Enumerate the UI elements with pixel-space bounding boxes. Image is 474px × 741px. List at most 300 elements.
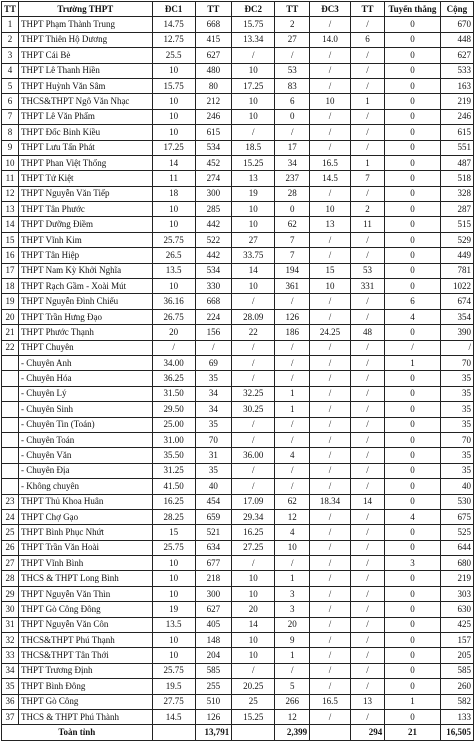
- cell-dc3: 14.0: [310, 32, 351, 47]
- cell-dc3: /: [310, 309, 351, 324]
- table-row: [2, 617, 474, 632]
- cell-total: 205: [440, 648, 473, 663]
- cell-dc2: 18.5: [232, 140, 275, 155]
- cell-tt: [2, 355, 19, 370]
- cell-dc2: /: [232, 417, 275, 432]
- cell-dc3: 14.5: [310, 171, 351, 186]
- cell-dc2: 27: [232, 232, 275, 247]
- cell-dc2: 10: [232, 648, 275, 663]
- cell-direct-admission: 0: [385, 94, 440, 109]
- total-dc3: [310, 725, 351, 740]
- cell-total: 70: [440, 355, 473, 370]
- cell-tt: 25: [2, 525, 19, 540]
- cell-dc1: 10: [152, 125, 195, 140]
- cell-tt1: 415: [195, 32, 232, 47]
- header-dc2: ĐC2: [232, 2, 275, 17]
- cell-direct-admission: 0: [385, 155, 440, 170]
- cell-dc1: 10: [152, 63, 195, 78]
- cell-dc2: /: [232, 463, 275, 478]
- cell-dc3: /: [310, 709, 351, 724]
- cell-tt: [2, 417, 19, 432]
- cell-direct-admission: 4: [385, 509, 440, 524]
- cell-tt3: /: [350, 78, 384, 93]
- table-row: [2, 386, 474, 401]
- cell-dc3: /: [310, 679, 351, 694]
- cell-direct-admission: /: [385, 340, 440, 355]
- cell-tt3: /: [350, 386, 384, 401]
- table-row: [2, 402, 474, 417]
- cell-tt1: 80: [195, 78, 232, 93]
- cell-school: THPT Lê Thanh Hiền: [19, 63, 153, 78]
- cell-total: 680: [440, 556, 473, 571]
- cell-tt: 14: [2, 217, 19, 232]
- cell-total: 448: [440, 32, 473, 47]
- cell-tt1: 70: [195, 432, 232, 447]
- cell-tt1: 480: [195, 63, 232, 78]
- cell-dc3: /: [310, 109, 351, 124]
- table-row: [2, 109, 474, 124]
- cell-tt: [2, 386, 19, 401]
- cell-tt3: 11: [350, 217, 384, 232]
- cell-dc1: 26.5: [152, 248, 195, 263]
- cell-school: THPT Tân Hiệp: [19, 248, 153, 263]
- cell-dc1: 10: [152, 279, 195, 294]
- cell-dc1: 10: [152, 633, 195, 648]
- cell-tt3: /: [350, 355, 384, 370]
- cell-tt2: 62: [275, 494, 310, 509]
- cell-tt: 12: [2, 186, 19, 201]
- cell-tt1: 285: [195, 202, 232, 217]
- table-row: [2, 556, 474, 571]
- cell-dc3: /: [310, 540, 351, 555]
- cell-school: THPT Trần Hưng Đạo: [19, 309, 153, 324]
- cell-tt: 21: [2, 325, 19, 340]
- cell-school: THPT Trương Định: [19, 663, 153, 678]
- cell-direct-admission: 0: [385, 402, 440, 417]
- cell-tt2: /: [275, 417, 310, 432]
- cell-tt3: /: [350, 140, 384, 155]
- cell-tt2: /: [275, 663, 310, 678]
- cell-dc2: 13.34: [232, 32, 275, 47]
- total-tt2: 2,399: [275, 725, 310, 740]
- cell-tt1: 615: [195, 125, 232, 140]
- cell-tt2: /: [275, 432, 310, 447]
- cell-dc2: /: [232, 48, 275, 63]
- cell-total: 328: [440, 186, 473, 201]
- cell-total: 163: [440, 78, 473, 93]
- cell-school: - Chuyên Tin (Toán): [19, 417, 153, 432]
- cell-tt: 15: [2, 232, 19, 247]
- cell-dc3: /: [310, 479, 351, 494]
- table-row: [2, 78, 474, 93]
- cell-school: THPT Thủ Khoa Huân: [19, 494, 153, 509]
- cell-dc2: 27.25: [232, 540, 275, 555]
- cell-tt2: 237: [275, 171, 310, 186]
- cell-school: THPT Nguyễn Văn Tiếp: [19, 186, 153, 201]
- cell-tt1: 126: [195, 709, 232, 724]
- cell-tt: 28: [2, 571, 19, 586]
- cell-dc2: /: [232, 663, 275, 678]
- cell-school: THPT Huỳnh Văn Sâm: [19, 78, 153, 93]
- cell-tt1: 34: [195, 402, 232, 417]
- cell-tt3: 2: [350, 202, 384, 217]
- cell-direct-admission: 0: [385, 602, 440, 617]
- cell-dc3: /: [310, 386, 351, 401]
- cell-direct-admission: 1: [385, 355, 440, 370]
- cell-dc2: 13: [232, 171, 275, 186]
- cell-dc1: /: [152, 340, 195, 355]
- total-total: 16,505: [440, 725, 473, 740]
- cell-school: THPT Thiên Hộ Dương: [19, 32, 153, 47]
- header-total: Cộng: [440, 2, 473, 17]
- cell-dc2: 10: [232, 63, 275, 78]
- cell-tt1: 452: [195, 155, 232, 170]
- cell-direct-admission: 0: [385, 663, 440, 678]
- cell-direct-admission: 0: [385, 48, 440, 63]
- cell-tt1: 40: [195, 479, 232, 494]
- cell-dc3: /: [310, 402, 351, 417]
- cell-tt2: 266: [275, 694, 310, 709]
- cell-tt2: 12: [275, 709, 310, 724]
- cell-direct-admission: 0: [385, 709, 440, 724]
- cell-tt: 34: [2, 663, 19, 678]
- cell-dc2: /: [232, 556, 275, 571]
- table-row: [2, 94, 474, 109]
- cell-tt: 32: [2, 633, 19, 648]
- cell-dc2: 15.25: [232, 155, 275, 170]
- cell-tt: 13: [2, 202, 19, 217]
- cell-tt2: 5: [275, 679, 310, 694]
- cell-direct-admission: 0: [385, 448, 440, 463]
- cell-direct-admission: 0: [385, 279, 440, 294]
- cell-tt1: 627: [195, 48, 232, 63]
- cell-tt1: 35: [195, 463, 232, 478]
- cell-tt2: 126: [275, 309, 310, 324]
- cell-total: 630: [440, 602, 473, 617]
- header-tt2: TT: [275, 2, 310, 17]
- cell-tt: 20: [2, 309, 19, 324]
- cell-tt2: 17: [275, 140, 310, 155]
- total-direct-admission: 21: [385, 725, 440, 740]
- cell-tt3: /: [350, 709, 384, 724]
- cell-school: THCS&THPT Tân Thới: [19, 648, 153, 663]
- cell-tt3: /: [350, 663, 384, 678]
- cell-direct-admission: 0: [385, 248, 440, 263]
- table-row: [2, 586, 474, 601]
- cell-dc2: 29.34: [232, 509, 275, 524]
- cell-dc3: /: [310, 586, 351, 601]
- cell-tt1: 454: [195, 494, 232, 509]
- cell-school: THPT Phước Thạnh: [19, 325, 153, 340]
- cell-tt2: 53: [275, 63, 310, 78]
- cell-tt1: 405: [195, 617, 232, 632]
- cell-direct-admission: 0: [385, 479, 440, 494]
- cell-dc1: 25.75: [152, 232, 195, 247]
- cell-dc1: 20: [152, 325, 195, 340]
- cell-tt2: 4: [275, 448, 310, 463]
- cell-dc1: 29.50: [152, 402, 195, 417]
- cell-dc3: /: [310, 232, 351, 247]
- table-row: [2, 571, 474, 586]
- cell-tt3: 13: [350, 694, 384, 709]
- cell-direct-admission: 0: [385, 386, 440, 401]
- cell-total: 781: [440, 263, 473, 278]
- cell-dc3: /: [310, 432, 351, 447]
- table-body: [2, 17, 474, 740]
- cell-tt: 16: [2, 248, 19, 263]
- total-tt3: 294: [350, 725, 384, 740]
- cell-dc3: /: [310, 448, 351, 463]
- cell-tt: [2, 463, 19, 478]
- cell-dc3: 16.5: [310, 694, 351, 709]
- table-row: [2, 325, 474, 340]
- cell-tt: [2, 479, 19, 494]
- cell-direct-admission: 0: [385, 417, 440, 432]
- cell-dc1: 28.25: [152, 509, 195, 524]
- cell-tt2: /: [275, 355, 310, 370]
- cell-dc1: 25.75: [152, 663, 195, 678]
- cell-direct-admission: 0: [385, 617, 440, 632]
- header-tt: TT: [2, 2, 19, 17]
- cell-tt3: /: [350, 186, 384, 201]
- table-row: [2, 371, 474, 386]
- cell-dc3: /: [310, 248, 351, 263]
- cell-total: 219: [440, 94, 473, 109]
- cell-tt1: 634: [195, 540, 232, 555]
- table-row: [2, 648, 474, 663]
- cell-school: THPT Dưỡng Điềm: [19, 217, 153, 232]
- cell-total: 582: [440, 694, 473, 709]
- cell-tt1: 274: [195, 171, 232, 186]
- table-row: [2, 340, 474, 355]
- cell-tt: 30: [2, 602, 19, 617]
- cell-dc3: /: [310, 509, 351, 524]
- cell-tt3: /: [350, 525, 384, 540]
- cell-dc3: /: [310, 63, 351, 78]
- cell-direct-admission: 0: [385, 463, 440, 478]
- cell-dc1: 10: [152, 202, 195, 217]
- cell-tt: 37: [2, 709, 19, 724]
- cell-tt1: 69: [195, 355, 232, 370]
- cell-tt: 4: [2, 63, 19, 78]
- cell-tt3: /: [350, 109, 384, 124]
- table-row: [2, 217, 474, 232]
- cell-school: THCS&THPT Phú Thạnh: [19, 633, 153, 648]
- table-row: [2, 633, 474, 648]
- cell-tt1: 35: [195, 417, 232, 432]
- cell-tt3: /: [350, 633, 384, 648]
- cell-dc3: /: [310, 125, 351, 140]
- cell-direct-admission: 4: [385, 309, 440, 324]
- cell-tt1: 534: [195, 140, 232, 155]
- cell-dc2: 10: [232, 217, 275, 232]
- cell-direct-admission: 0: [385, 140, 440, 155]
- cell-tt1: 585: [195, 663, 232, 678]
- cell-tt3: 14: [350, 494, 384, 509]
- cell-tt1: 521: [195, 525, 232, 540]
- table-row: [2, 694, 474, 709]
- cell-total: 675: [440, 509, 473, 524]
- table-row: [2, 602, 474, 617]
- cell-dc3: /: [310, 525, 351, 540]
- cell-tt3: /: [350, 294, 384, 309]
- table-row: [2, 279, 474, 294]
- cell-direct-admission: 0: [385, 325, 440, 340]
- cell-tt3: /: [350, 463, 384, 478]
- cell-tt3: /: [350, 248, 384, 263]
- cell-tt3: /: [350, 602, 384, 617]
- cell-tt3: /: [350, 402, 384, 417]
- cell-tt1: 35: [195, 371, 232, 386]
- cell-direct-admission: 6: [385, 294, 440, 309]
- cell-dc3: /: [310, 355, 351, 370]
- cell-tt2: 1: [275, 571, 310, 586]
- cell-tt1: 668: [195, 17, 232, 32]
- cell-school: - Chuyên Lý: [19, 386, 153, 401]
- cell-direct-admission: 0: [385, 186, 440, 201]
- cell-dc1: 13.5: [152, 617, 195, 632]
- cell-tt1: 522: [195, 232, 232, 247]
- cell-direct-admission: 0: [385, 494, 440, 509]
- cell-tt1: 668: [195, 294, 232, 309]
- table-row: [2, 309, 474, 324]
- cell-school: - Chuyên Anh: [19, 355, 153, 370]
- cell-tt1: /: [195, 340, 232, 355]
- cell-tt3: 1: [350, 94, 384, 109]
- cell-tt3: /: [350, 48, 384, 63]
- cell-dc3: /: [310, 602, 351, 617]
- cell-tt: 22: [2, 340, 19, 355]
- cell-total: 449: [440, 248, 473, 263]
- cell-dc2: 25: [232, 694, 275, 709]
- table-row: [2, 248, 474, 263]
- cell-total: 644: [440, 540, 473, 555]
- cell-dc2: 33.75: [232, 248, 275, 263]
- cell-total: 157: [440, 633, 473, 648]
- total-dc2: [232, 725, 275, 740]
- cell-total: 390: [440, 325, 473, 340]
- cell-total: 585: [440, 663, 473, 678]
- cell-tt: 36: [2, 694, 19, 709]
- cell-tt2: 6: [275, 94, 310, 109]
- cell-dc1: 10: [152, 556, 195, 571]
- total-dc1: [152, 725, 195, 740]
- cell-tt2: 4: [275, 525, 310, 540]
- cell-direct-admission: 0: [385, 17, 440, 32]
- cell-dc3: /: [310, 556, 351, 571]
- cell-total: 674: [440, 294, 473, 309]
- table-row: [2, 463, 474, 478]
- cell-dc1: 14.5: [152, 709, 195, 724]
- cell-tt3: /: [350, 63, 384, 78]
- cell-direct-admission: 3: [385, 556, 440, 571]
- cell-dc2: 15.25: [232, 709, 275, 724]
- cell-tt3: 7: [350, 171, 384, 186]
- table-row: [2, 709, 474, 724]
- cell-dc1: 18: [152, 186, 195, 201]
- cell-school: - Chuyên Địa: [19, 463, 153, 478]
- cell-dc2: 10: [232, 94, 275, 109]
- cell-school: THPT Nguyễn Đình Chiểu: [19, 294, 153, 309]
- cell-dc1: 14: [152, 155, 195, 170]
- cell-tt2: 9: [275, 633, 310, 648]
- cell-tt1: 156: [195, 325, 232, 340]
- cell-school: THPT Nam Kỳ Khởi Nghĩa: [19, 263, 153, 278]
- cell-tt1: 246: [195, 109, 232, 124]
- cell-direct-admission: 0: [385, 571, 440, 586]
- cell-direct-admission: 0: [385, 109, 440, 124]
- cell-tt2: /: [275, 479, 310, 494]
- cell-dc2: 22: [232, 325, 275, 340]
- cell-tt1: 204: [195, 648, 232, 663]
- cell-school: - Chuyên Toán: [19, 432, 153, 447]
- cell-tt: 35: [2, 679, 19, 694]
- table-row: [2, 125, 474, 140]
- header-direct-admission: Tuyển thẳng: [385, 2, 440, 17]
- table-row: [2, 432, 474, 447]
- cell-tt1: 218: [195, 571, 232, 586]
- cell-school: THPT Phạm Thành Trung: [19, 17, 153, 32]
- cell-tt3: /: [350, 232, 384, 247]
- cell-dc2: 10: [232, 202, 275, 217]
- cell-dc1: 13.5: [152, 263, 195, 278]
- cell-school: THPT Trần Văn Hoài: [19, 540, 153, 555]
- cell-total: 260: [440, 679, 473, 694]
- cell-direct-admission: 0: [385, 371, 440, 386]
- cell-dc2: 10: [232, 571, 275, 586]
- cell-dc3: 10: [310, 279, 351, 294]
- header-tt1: TT: [195, 2, 232, 17]
- cell-tt2: 7: [275, 232, 310, 247]
- cell-school: THPT Vĩnh Kim: [19, 232, 153, 247]
- cell-dc3: 24.25: [310, 325, 351, 340]
- cell-tt2: /: [275, 371, 310, 386]
- cell-tt2: 1: [275, 402, 310, 417]
- total-row: [2, 725, 474, 740]
- cell-dc2: 16.25: [232, 525, 275, 540]
- cell-school: THPT Bình Đông: [19, 679, 153, 694]
- cell-total: 354: [440, 309, 473, 324]
- cell-dc1: 25.00: [152, 417, 195, 432]
- cell-dc3: /: [310, 648, 351, 663]
- cell-tt: [2, 448, 19, 463]
- cell-total: 70: [440, 432, 473, 447]
- cell-direct-admission: 0: [385, 217, 440, 232]
- cell-direct-admission: 0: [385, 633, 440, 648]
- cell-tt3: /: [350, 340, 384, 355]
- cell-tt2: /: [275, 294, 310, 309]
- cell-total: /: [440, 340, 473, 355]
- cell-dc1: 12.75: [152, 32, 195, 47]
- cell-dc1: 31.25: [152, 463, 195, 478]
- cell-school: THPT Gò Công: [19, 694, 153, 709]
- cell-dc1: 10: [152, 648, 195, 663]
- cell-school: - Chuyên Sinh: [19, 402, 153, 417]
- table-row: [2, 540, 474, 555]
- total-tt1: 13,791: [195, 725, 232, 740]
- table-row: [2, 48, 474, 63]
- table-row: [2, 663, 474, 678]
- cell-direct-admission: 0: [385, 171, 440, 186]
- cell-total: 670: [440, 17, 473, 32]
- cell-total: 551: [440, 140, 473, 155]
- cell-dc1: 34.00: [152, 355, 195, 370]
- cell-tt1: 510: [195, 694, 232, 709]
- cell-tt: 24: [2, 509, 19, 524]
- cell-dc3: /: [310, 48, 351, 63]
- cell-tt3: 331: [350, 279, 384, 294]
- cell-tt2: 1: [275, 648, 310, 663]
